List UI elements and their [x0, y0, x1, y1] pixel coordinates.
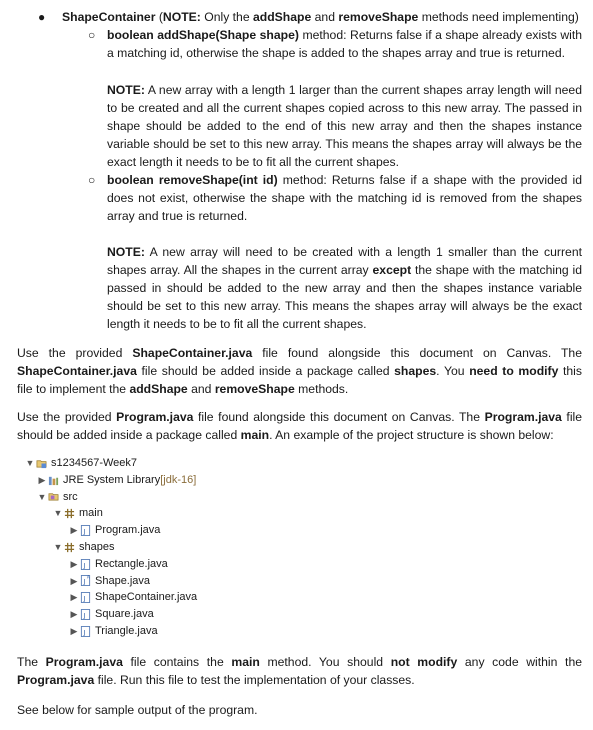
bullet-circle-icon: ○ [88, 28, 96, 42]
chevron-down-icon[interactable]: ▼ [25, 458, 35, 468]
chevron-right-icon[interactable]: ▶ [70, 609, 78, 620]
tree-row-triangle-java[interactable]: ▶ J Triangle.java [24, 623, 197, 640]
chevron-right-icon[interactable]: ▶ [70, 525, 78, 536]
java-file-icon [80, 559, 91, 570]
class-name: ShapeContainer [62, 10, 156, 24]
tree-row-rectangle-java[interactable]: ▶ J Rectangle.java [24, 556, 197, 573]
svg-text:J: J [83, 628, 86, 637]
paragraph-run-program: The Program.java file contains the main method. You should not modify any code within the Program.java file. Run this file to test the implementation of your classes. [17, 655, 582, 687]
chevron-down-icon[interactable]: ▼ [53, 541, 63, 552]
abstract-java-file-icon [80, 575, 91, 586]
tree-row-shapecontainer-java[interactable]: ▶ J ShapeContainer.java [24, 589, 197, 606]
paragraph-program: Use the provided Program.java file found alongside this document on Canvas. The Program.java file should be added inside a package called main. An example of the project structure is shown below: [17, 410, 583, 442]
chevron-right-icon[interactable]: ▶ [38, 474, 46, 485]
source-folder-icon [48, 491, 59, 502]
tree-row-project[interactable]: ▼ s1234567-Week7 [24, 455, 197, 472]
svg-text:A: A [86, 575, 90, 581]
svg-text:J: J [83, 577, 86, 586]
removeshape-note: NOTE: A new array will need to be created with a length 1 smaller than the current shapes array. All the shapes in the current array except the shape with the matching id passed in should be added to the new array and then the shapes instance variable should be set to this new array. This means the shapes array will always be the exact length it needs to be to fit all the current shapes. [107, 245, 582, 331]
tree-row-main-package[interactable]: ▼ main [24, 505, 197, 522]
svg-text:J: J [83, 527, 86, 536]
svg-text:J: J [83, 594, 86, 603]
tree-row-src[interactable]: ▼ src [24, 489, 197, 506]
tree-row-jre[interactable]: ▶ JRE System Library [jdk-16] [24, 472, 197, 489]
tree-row-program-java[interactable]: ▶ J Program.java [24, 522, 197, 539]
java-file-icon [80, 525, 91, 536]
bullet-disc-icon: ● [38, 10, 46, 24]
java-file-icon [80, 609, 91, 620]
svg-text:J: J [83, 611, 86, 620]
chevron-right-icon[interactable]: ▶ [70, 592, 78, 603]
java-file-icon [80, 592, 91, 603]
svg-text:J: J [83, 560, 86, 569]
java-file-icon [80, 626, 91, 637]
project-folder-icon [36, 458, 47, 469]
chevron-right-icon[interactable]: ▶ [70, 575, 78, 586]
chevron-right-icon[interactable]: ▶ [70, 625, 78, 636]
library-icon [48, 475, 59, 486]
chevron-right-icon[interactable]: ▶ [70, 558, 78, 569]
paragraph-sample-output: See below for sample output of the program. [17, 703, 258, 717]
tree-row-shape-java[interactable]: ▶ J A Shape.java [24, 573, 197, 590]
package-icon [64, 508, 75, 519]
tree-row-shapes-package[interactable]: ▼ shapes [24, 539, 197, 556]
paragraph-shapecontainer: Use the provided ShapeContainer.java file found alongside this document on Canvas. The ShapeContainer.java file should be added inside a package called shapes. You need to modify this file to implement the addShape and removeShape methods. [17, 346, 582, 396]
chevron-down-icon[interactable]: ▼ [37, 491, 47, 502]
addshape-note: NOTE: A new array with a length 1 larger than the current shapes array length will need to be created and all the current shapes copied across to this new array. The passed in shape should be added to the end of this new array and then the shapes instance variable should be set to this new array. This means the shapes array will always be the exact length it needs to be to fit all the current shapes. [107, 83, 582, 169]
removeshape-description: boolean removeShape(int id) method: Returns false if a shape with the provided id does not exist, otherwise the shape with the matching id is removed from the shapes array and true is returned. [107, 173, 583, 223]
tree-row-square-java[interactable]: ▶ J Square.java [24, 606, 197, 623]
chevron-down-icon[interactable]: ▼ [53, 508, 63, 519]
addshape-description: boolean addShape(Shape shape) method: Returns false if a shape already exists with a matching id, otherwise the shape is added to the shapes array and true is returned. [107, 28, 582, 60]
bullet-circle-icon: ○ [88, 173, 96, 187]
project-tree [24, 455, 197, 640]
shapecontainer-item: ShapeContainer (NOTE: Only the addShape and removeShape methods need implementing) [62, 10, 579, 24]
package-icon [64, 542, 75, 553]
